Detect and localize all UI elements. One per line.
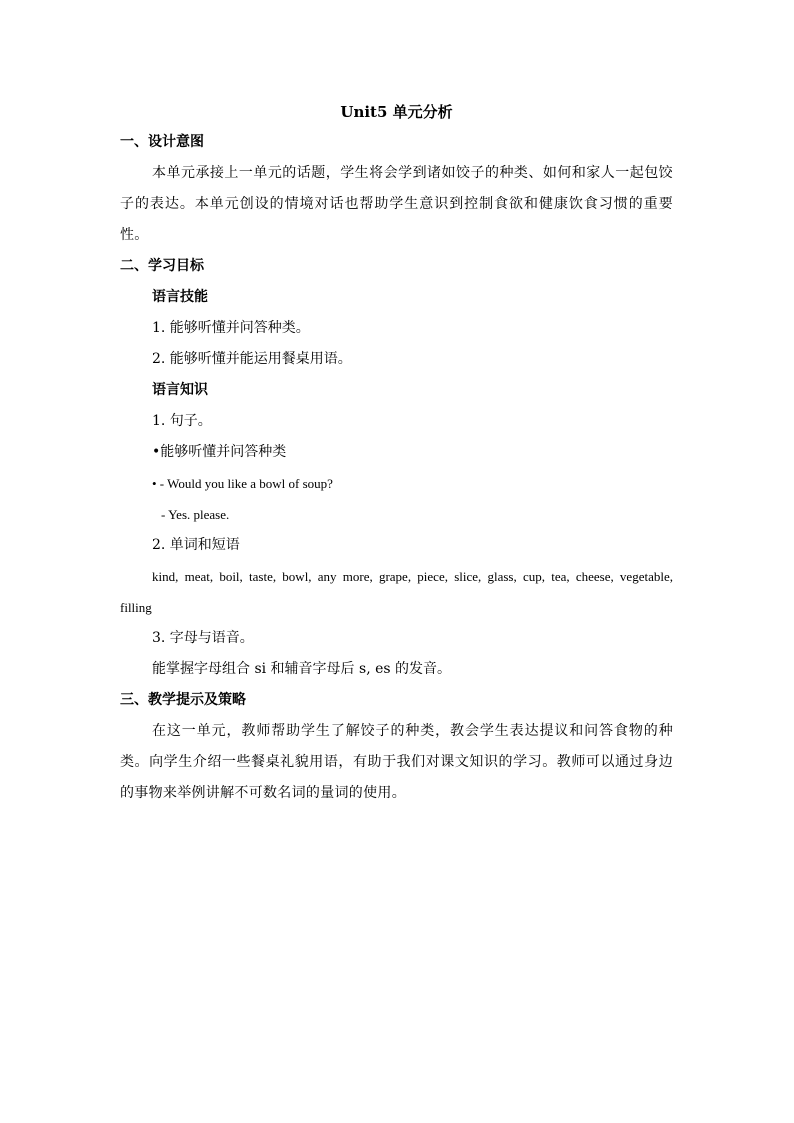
design-intent-paragraph: 本单元承接上一单元的话题，学生将会学到诸如饺子的种类、如何和家人一起包饺子的表达。本单元创设的情境对话也帮助学生意识到控制食欲和健康饮食习惯的重要性。 (120, 165, 673, 243)
document-page (120, 97, 673, 809)
vocabulary-list: kind, meat, boil, taste, bowl, any more, grape, piece, slice, glass, cup, tea, cheese, vegetable, filling (120, 569, 673, 615)
knowledge-item-phonics: 3. 字母与语音。 (152, 630, 254, 646)
teaching-tips-paragraph: 在这一单元，教师帮助学生了解饺子的种类，教会学生表达提议和问答食物的种类。向学生介绍一些餐桌礼貌用语，有助于我们对课文知识的学习。教师可以通过身边的事物来举例讲解不可数名词的量词的使用。 (120, 723, 673, 801)
subheading-language-knowledge: 语言知识 (152, 382, 208, 398)
knowledge-item-vocabulary: 2. 单词和短语 (152, 537, 240, 553)
section-heading-teaching-tips: 三、教学提示及策略 (120, 692, 246, 708)
section-heading-design-intent: 一、设计意图 (120, 134, 204, 150)
dialog-answer: - Yes. please. (161, 507, 230, 522)
knowledge-item-sentences: 1. 句子。 (152, 413, 212, 429)
subheading-language-skills: 语言技能 (152, 289, 208, 305)
section-heading-learning-goals: 二、学习目标 (120, 258, 204, 274)
knowledge-bullet: •能够听懂并问答种类 (152, 444, 287, 460)
phonics-description: 能掌握字母组合 si 和辅音字母后 s, es 的发音。 (152, 661, 452, 677)
skill-item-2: 2. 能够听懂并能运用餐桌用语。 (152, 351, 352, 367)
document-title: Unit5 单元分析 (340, 103, 453, 121)
skill-item-1: 1. 能够听懂并问答种类。 (152, 320, 310, 336)
dialog-question: • - Would you like a bowl of soup? (152, 476, 333, 491)
